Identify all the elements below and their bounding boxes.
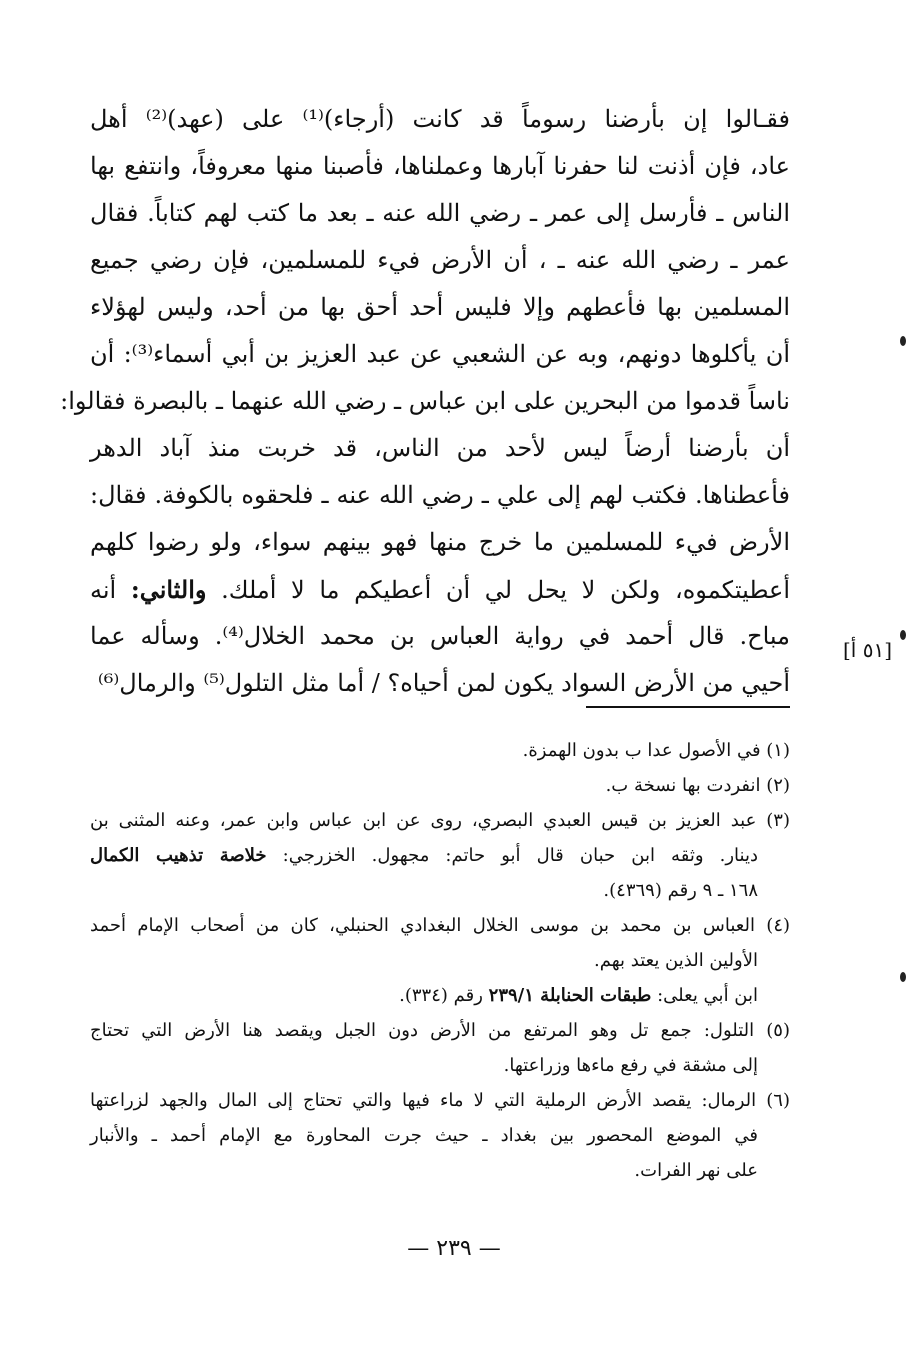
footnote-6-continuation: على نهر الفرات. bbox=[634, 1160, 758, 1181]
footnote-3-continuation bbox=[90, 838, 790, 873]
footnote-4: (٤) العباس بن محمد بن موسى الخلال البغدادي الحنبلي، كان من أصحاب الإمام أحمد bbox=[90, 915, 791, 936]
footnote-text: دينار. وثقه ابن حبان قال أبو حاتم: مجهول. الخزرجي: bbox=[282, 845, 758, 866]
footnote-text: رقم (٣٣٤). bbox=[399, 985, 483, 1006]
margin-dot bbox=[900, 630, 906, 640]
main-text-body bbox=[60, 96, 791, 707]
footnote-text: ابن أبي يعلى: bbox=[657, 985, 758, 1006]
footnote-3-continuation: ١٦٨ ـ ٩ رقم (٤٣٦٩). bbox=[603, 880, 758, 901]
footnote-6: (٦) الرمال: يقصد الأرض الرملية التي لا ماء فيها والتي تحتاج إلى المال والجهد لزراعتها bbox=[90, 1090, 790, 1111]
footnote-5: (٥) التلول: جمع تل وهو المرتفع من الأرض دون الجبل ويقصد هنا الأرض التي تحتاج bbox=[90, 1020, 790, 1041]
footnote-4-continuation: الأولين الذين يعتد بهم. bbox=[594, 950, 758, 971]
text-line: أحيي من الأرض السواد يكون لمن أحياه؟ / أما مثل التلول⁽⁵⁾ والرمال⁽⁶⁾ bbox=[97, 669, 790, 697]
footnote-divider bbox=[586, 706, 790, 708]
text-line: عمر ـ رضي الله عنه ـ ، أن الأرض فيء للمسلمين، فإن رضي جميع bbox=[90, 246, 790, 274]
bold-term: والثاني: bbox=[130, 575, 207, 604]
text-line: المسلمين بها فأعطهم وإلا فليس أحد أحق بها من أحد، وليس لهؤلاء bbox=[90, 293, 790, 321]
text-line: فأعطناها. فكتب لهم إلى علي ـ رضي الله عنه ـ فلحقوه بالكوفة. فقال: bbox=[90, 481, 790, 509]
text-line: أعطيتكموه، ولكن لا يحل لي أن أعطيكم ما لا أملك. والثاني: أنه bbox=[90, 575, 790, 604]
text-line: ناساً قدموا من البحرين على ابن عباس ـ رضي الله عنهما ـ بالبصرة فقالوا: bbox=[60, 387, 790, 415]
text-line: فقـالوا إن بأرضنا رسوماً قد كانت (أرجاء)⁽¹⁾ على (عهد)⁽²⁾ أهل bbox=[90, 105, 790, 133]
footnotes-section bbox=[90, 733, 790, 1188]
source-title: خلاصة تذهيب الكمال bbox=[90, 845, 267, 866]
footnote-1: (١) في الأصول عدا ب بدون الهمزة. bbox=[522, 740, 790, 761]
text-line: أن يأكلوها دونهم، وبه عن الشعبي عن عبد العزيز بن أبي أسماء⁽³⁾: أن bbox=[90, 340, 790, 368]
footnote-4-continuation bbox=[90, 978, 790, 1013]
footnote-3: (٣) عبد العزيز بن قيس العبدي البصري، روى عن ابن عباس وابن عمر، وعنه المثنى بن bbox=[90, 810, 790, 831]
text-line: عاد، فإن أذنت لنا حفرنا آبارها وعملناها، فأصبنا منها معروفاً، وانتفع بها bbox=[90, 152, 790, 180]
margin-dot bbox=[900, 336, 906, 346]
text-line: الأرض فيء للمسلمين ما خرج منها فهو بينهم سواء، ولو رضوا كلهم bbox=[90, 528, 790, 556]
text-line: أن بأرضنا أرضاً ليس لأحد من الناس، قد خربت منذ آباد الدهر bbox=[90, 434, 790, 462]
footnote-5-continuation: إلى مشقة في رفع ماءها وزراعتها. bbox=[503, 1055, 758, 1076]
page-number: — ٢٣٩ — bbox=[407, 1236, 501, 1261]
source-title: طبقات الحنابلة ٢٣٩/١ bbox=[488, 985, 652, 1006]
text-line: الناس ـ فأرسل إلى عمر ـ رضي الله عنه ـ بعد ما كتب لهم كتاباً. فقال bbox=[90, 199, 790, 227]
footnote-6-continuation: في الموضع المحصور بين بغداد ـ حيث جرت المحاورة مع الإمام أحمد ـ والأنبار bbox=[90, 1125, 758, 1146]
text-line: مباح. قال أحمد في رواية العباس بن محمد الخلال⁽⁴⁾. وسأله عما bbox=[90, 622, 791, 650]
folio-margin-mark: [٥١ أ] bbox=[842, 638, 892, 662]
footnote-2: (٢) انفردت بها نسخة ب. bbox=[605, 775, 790, 796]
margin-dot bbox=[900, 972, 906, 982]
